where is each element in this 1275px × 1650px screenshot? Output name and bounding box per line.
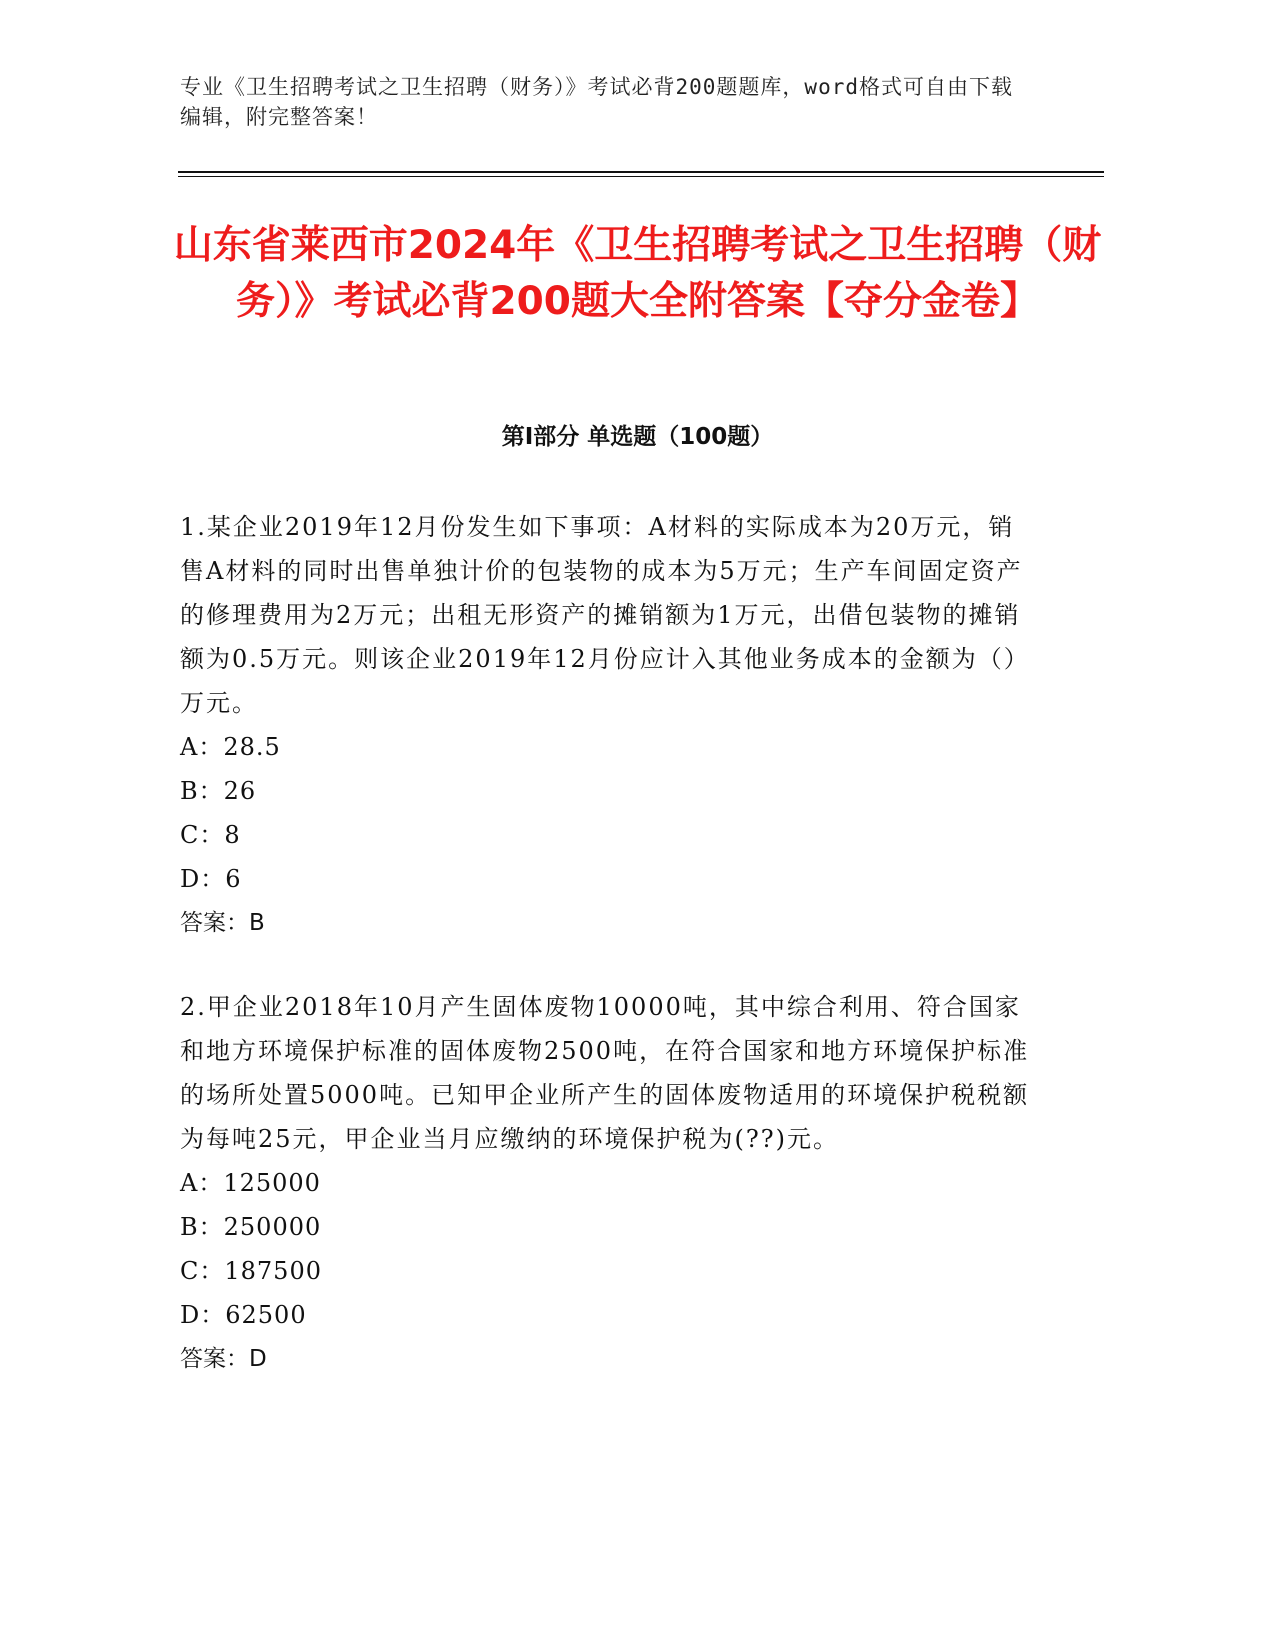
question-2 bbox=[180, 985, 1035, 1381]
question-1 bbox=[180, 505, 1035, 945]
option-b: B：26 bbox=[180, 777, 257, 805]
document-title: 山东省莱西市2024年《卫生招聘考试之卫生招聘（财务）》考试必背200题大全附答案【夺分金卷】 bbox=[173, 223, 1102, 324]
option-list bbox=[180, 1161, 1035, 1337]
question-stem: 1.某企业2019年12月份发生如下事项：A材料的实际成本为20万元，销售A材料的同时出售单独计价的包装物的成本为5万元；生产车间固定资产的修理费用为2万元；出租无形资产的摊销额为1万元，出借包装物的摊销额为0.5万元。则该企业2019年12月份应计入其他业务成本的金额为（）万元。 bbox=[180, 513, 1030, 717]
option-b: B：250000 bbox=[180, 1213, 322, 1241]
option-a: A：28.5 bbox=[180, 733, 281, 761]
section-heading: 第Ⅰ部分 单选题（100题） bbox=[501, 424, 774, 450]
header-divider-thick bbox=[178, 171, 1104, 173]
option-c: C：8 bbox=[180, 821, 241, 849]
answer-line: 答案：D bbox=[180, 1346, 267, 1372]
question-stem: 2.甲企业2018年10月产生固体废物10000吨，其中综合利用、符合国家和地方环境保护标准的固体废物2500吨，在符合国家和地方环境保护标准的场所处置5000吨。已知甲企业所产生的固体废物适用的环境保护税税额为每吨25元，甲企业当月应缴纳的环境保护税为(??)元。 bbox=[180, 993, 1030, 1153]
answer-line: 答案：B bbox=[180, 910, 265, 936]
option-a: A：125000 bbox=[180, 1169, 321, 1197]
header-note: 专业《卫生招聘考试之卫生招聘（财务）》考试必背200题题库，word格式可自由下载编辑，附完整答案！ bbox=[180, 75, 1013, 129]
option-list bbox=[180, 725, 1035, 901]
header-divider-thin bbox=[178, 176, 1104, 177]
option-d: D：6 bbox=[180, 865, 242, 893]
option-d: D：62500 bbox=[180, 1301, 307, 1329]
option-c: C：187500 bbox=[180, 1257, 322, 1285]
